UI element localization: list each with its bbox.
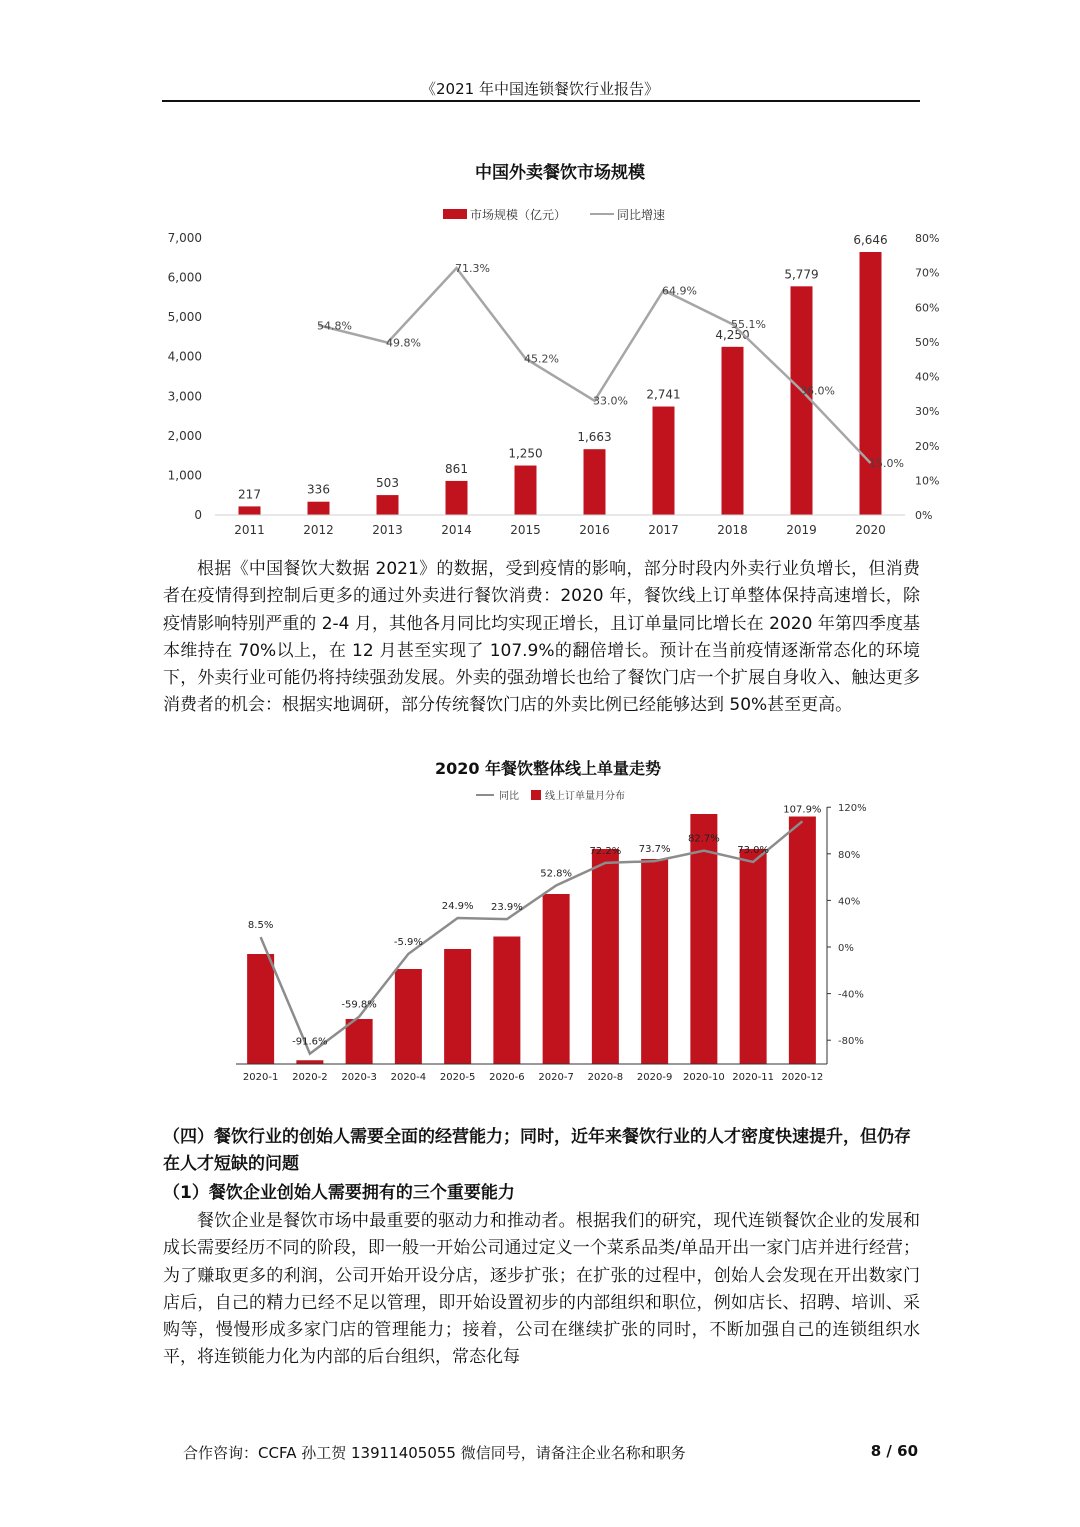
bars (247, 814, 816, 1064)
right-axis (827, 803, 867, 1064)
bar-value-label: 5,779 (784, 267, 819, 282)
bar (722, 347, 744, 515)
line-value-label: 54.8% (317, 319, 352, 333)
bar-value-label: 503 (376, 476, 399, 491)
x-tick-label: 2020-4 (390, 1072, 427, 1083)
x-tick-label: 2020-3 (341, 1072, 377, 1083)
bar (446, 481, 468, 515)
bar (653, 407, 675, 515)
bar (592, 849, 619, 1064)
bar-value-label: 2,741 (646, 387, 681, 402)
line-value-label: 49.8% (386, 336, 421, 350)
line-value-label: -59.8% (341, 999, 377, 1011)
line-value-label: 64.9% (662, 284, 697, 298)
paragraph-takeaway (163, 556, 920, 720)
online-orders-chart-svg (0, 752, 1080, 1092)
x-axis (236, 1064, 827, 1083)
paragraph-text: 根据《中国餐饮大数据 2021》的数据，受到疫情的影响，部分时段内外卖行业负增长，但消费者在疫情得到控制后更多的通过外卖进行餐饮消费：2020 年，餐饮线上订单整体保持高速增长，除疫情影响特别严重的 2-4 月，其他各月同比均实现正增长，且订单量同比增长在 2020 年第四季度基本维持在 70%以上，在 12 月甚至实现了 107.9%的翻倍增长。预计在当前疫情逐渐常态化的环境下，外卖行业可能仍将持续强劲发展。外卖的强劲增长也给了餐饮门店一个扩展自身收入、触达更多消费者的机会：根据实地调研，部分传统餐饮门店的外卖比例已经能够达到 50%甚至更高。 (163, 559, 920, 716)
bar (308, 502, 330, 515)
x-tick-label: 2020 (855, 523, 886, 537)
y2-tick-label: 70% (915, 266, 940, 280)
document-header-title: 《2021 年中国连锁餐饮行业报告》 (421, 80, 659, 98)
line-value-label: -91.6% (292, 1036, 328, 1048)
chart-title: 中国外卖餐饮市场规模 (475, 163, 645, 183)
bar (641, 859, 668, 1064)
line-value-label: 71.3% (455, 262, 490, 276)
bar (584, 449, 606, 515)
y2-tick-label: 40% (838, 896, 861, 908)
section-heading: （四）餐饮行业的创始人需要全面的经营能力；同时，近年来餐饮行业的人才密度快速提升，但仍存在人才短缺的问题 (163, 1127, 911, 1174)
y2-tick-label: 40% (915, 370, 940, 384)
bar (493, 937, 520, 1065)
bar-value-label: 1,663 (577, 430, 612, 445)
y2-tick-label: 50% (915, 335, 940, 349)
bar (247, 954, 274, 1064)
bar (444, 949, 471, 1064)
bar-value-label: 336 (307, 482, 330, 497)
x-tick-label: 2016 (579, 523, 610, 537)
y2-tick-label: 60% (915, 301, 940, 315)
line-value-label: 55.1% (731, 318, 766, 332)
line-value-label: 73.0% (737, 844, 770, 856)
bar (515, 466, 537, 515)
bar (789, 817, 816, 1065)
y-tick-label: 5,000 (167, 310, 202, 325)
x-tick-label: 2020-10 (682, 1072, 725, 1083)
x-tick-label: 2015 (510, 523, 541, 537)
y-tick-label: 4,000 (167, 349, 202, 364)
x-tick-label: 2014 (441, 523, 472, 537)
left-axis (168, 231, 202, 522)
y2-tick-label: 80% (838, 849, 861, 861)
line-value-label: 52.8% (540, 868, 573, 880)
legend-swatch-bar (443, 209, 467, 219)
x-tick-label: 2017 (648, 523, 679, 537)
bar (791, 286, 813, 515)
x-tick-label: 2013 (372, 523, 403, 537)
line-value-label: 73.7% (638, 844, 671, 856)
online-orders-chart (0, 752, 1080, 1092)
bar (543, 894, 570, 1064)
bar (395, 969, 422, 1064)
y-tick-label: 2,000 (167, 428, 202, 443)
y2-tick-label: 0% (838, 943, 854, 954)
right-axis (915, 232, 939, 522)
x-tick-label: 2020-12 (781, 1072, 824, 1083)
chart-legend (443, 207, 665, 222)
x-tick-label: 2020-2 (292, 1072, 328, 1083)
bars (238, 233, 888, 515)
y2-tick-label: 30% (915, 405, 940, 419)
x-tick-label: 2011 (234, 523, 265, 537)
y2-tick-label: 10% (915, 474, 940, 488)
x-tick-label: 2020-8 (587, 1072, 624, 1083)
line-value-label: 107.9% (783, 804, 822, 816)
line-value-label: -5.9% (393, 936, 423, 948)
bar (860, 252, 882, 515)
legend-swatch-bar (531, 790, 541, 800)
line-value-label: 36.0% (800, 384, 835, 398)
bar-value-label: 4,250 (715, 327, 750, 342)
bar (740, 849, 767, 1064)
line-value-label: 33.0% (593, 394, 628, 408)
yoy-line-path (261, 821, 803, 1053)
subheading: （1）餐饮企业创始人需要拥有的三个重要能力 (163, 1183, 515, 1203)
paragraph-text: 餐饮企业是餐饮市场中最重要的驱动力和推动者。根据我们的研究，现代连锁餐饮企业的发展和成长需要经历不同的阶段，即一般一开始公司通过定义一个菜系品类/单品开出一家门店并进行经营；为了赚取更多的利润，公司开始开设分店，逐步扩张；在扩张的过程中，创始人会发现在开出数家门店后，自己的精力已经不足以管理，即开始设置初步的内部组织和职位，例如店长、招聘、培训、采购等，慢慢形成多家门店的管理能力；接着，公司在继续扩张的同时，不断加强自己的连锁组织水平，将连锁能力化为内部的后台组织，常态化每 (163, 1211, 920, 1368)
line-value-label: 8.5% (247, 920, 274, 932)
paragraph-founders (163, 1208, 920, 1372)
bar-value-label: 6,646 (853, 233, 888, 248)
yoy-line (248, 804, 822, 1053)
line-value-label: 23.9% (490, 902, 523, 914)
y2-tick-label: 20% (915, 439, 940, 453)
header-rule (162, 100, 920, 102)
x-tick-label: 2020-7 (538, 1072, 574, 1083)
line-value-label: 72.2% (589, 845, 622, 857)
y-tick-label: 6,000 (167, 270, 202, 285)
y-tick-label: 3,000 (167, 389, 202, 404)
bar (296, 1060, 323, 1064)
y2-tick-label: -80% (838, 1036, 864, 1048)
footer-contact: 合作咨询：CCFA 孙工贺 13911405055 微信同号，请备注企业名称和职务 (183, 1444, 686, 1462)
y2-tick-label: -40% (838, 989, 864, 1001)
line-value-label: 24.9% (441, 900, 474, 912)
x-tick-label: 2018 (717, 523, 748, 537)
x-tick-label: 2020-6 (489, 1072, 525, 1083)
legend-label-line: 同比 (499, 791, 519, 802)
y2-tick-label: 120% (838, 803, 867, 815)
chart-legend (476, 789, 625, 802)
legend-label-bar: 线上订单量月分布 (545, 791, 625, 802)
line-value-label: 45.2% (524, 352, 559, 366)
bar-value-label: 861 (445, 461, 468, 476)
market-size-chart (0, 150, 1080, 545)
bar (239, 506, 261, 515)
y-tick-label: 7,000 (167, 231, 202, 245)
market-size-chart-svg (0, 150, 1080, 545)
x-tick-label: 2020-5 (439, 1072, 476, 1083)
x-tick-label: 2012 (303, 523, 334, 537)
y2-tick-label: 80% (915, 232, 940, 245)
x-tick-label: 2019 (786, 523, 817, 537)
line-value-label: 82.7% (687, 833, 720, 845)
bar (377, 495, 399, 515)
bar (346, 1019, 373, 1064)
bar-value-label: 217 (238, 487, 261, 502)
y2-tick-label: 0% (915, 509, 933, 522)
y-tick-label: 1,000 (167, 468, 202, 483)
x-tick-label: 2020-1 (242, 1072, 279, 1083)
legend-label-bar: 市场规模（亿元） (470, 208, 567, 222)
bar-value-label: 1,250 (508, 446, 543, 461)
x-axis (215, 515, 905, 537)
line-value-label: 15.0% (869, 457, 904, 471)
legend-label-line: 同比增速 (617, 208, 666, 222)
chart-title: 2020 年餐饮整体线上单量走势 (434, 759, 662, 778)
page-number: 8 / 60 (870, 1442, 918, 1460)
y-tick-label: 0 (194, 508, 202, 522)
x-tick-label: 2020-11 (732, 1072, 775, 1083)
x-tick-label: 2020-9 (636, 1072, 673, 1083)
